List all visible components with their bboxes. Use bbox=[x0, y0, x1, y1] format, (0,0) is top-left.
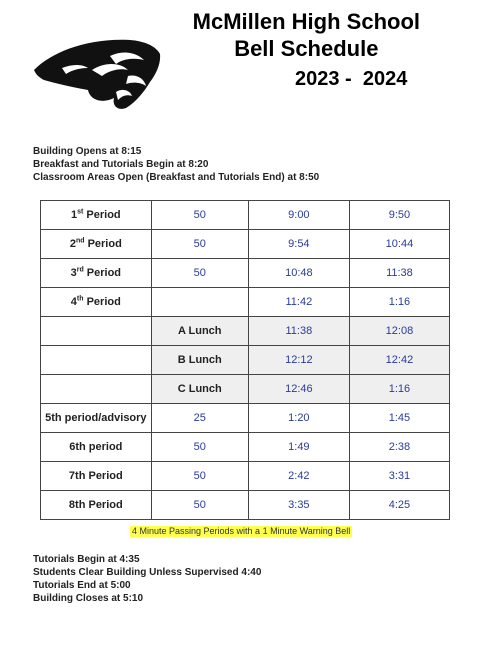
period-minutes: 50 bbox=[151, 259, 248, 288]
period-end: 1:16 bbox=[349, 288, 449, 317]
period-end: 9:50 bbox=[349, 201, 449, 230]
table-row bbox=[41, 230, 450, 259]
table-row bbox=[41, 462, 450, 491]
empty-cell bbox=[41, 375, 152, 404]
period-end: 3:31 bbox=[349, 462, 449, 491]
period-minutes: 50 bbox=[151, 462, 248, 491]
period-start: 1:49 bbox=[248, 433, 349, 462]
period-end: 4:25 bbox=[349, 491, 449, 520]
table-row bbox=[41, 346, 450, 375]
note-line: Breakfast and Tutorials Begin at 8:20 bbox=[33, 159, 209, 170]
table-row bbox=[41, 404, 450, 433]
period-name: 5th period/advisory bbox=[41, 404, 152, 433]
period-minutes bbox=[151, 288, 248, 317]
table-row bbox=[41, 201, 450, 230]
period-start: 9:00 bbox=[248, 201, 349, 230]
period-end: 11:38 bbox=[349, 259, 449, 288]
note-line: Students Clear Building Unless Supervised 4:40 bbox=[33, 567, 262, 578]
note-line: Tutorials End at 5:00 bbox=[33, 580, 131, 591]
lunch-end: 1:16 bbox=[349, 375, 449, 404]
table-row bbox=[41, 259, 450, 288]
period-end: 2:38 bbox=[349, 433, 449, 462]
period-start: 2:42 bbox=[248, 462, 349, 491]
opening-notes bbox=[33, 145, 319, 184]
table-row bbox=[41, 491, 450, 520]
note-line: Tutorials Begin at 4:35 bbox=[33, 554, 140, 565]
lunch-start: 12:12 bbox=[248, 346, 349, 375]
lunch-end: 12:08 bbox=[349, 317, 449, 346]
period-name: 3rd Period bbox=[41, 259, 152, 288]
empty-cell bbox=[41, 317, 152, 346]
table-row bbox=[41, 375, 450, 404]
lunch-name: C Lunch bbox=[151, 375, 248, 404]
period-start: 10:48 bbox=[248, 259, 349, 288]
period-name: 7th Period bbox=[41, 462, 152, 491]
period-minutes: 50 bbox=[151, 433, 248, 462]
lunch-name: A Lunch bbox=[151, 317, 248, 346]
period-start: 11:42 bbox=[248, 288, 349, 317]
period-name: 4th Period bbox=[41, 288, 152, 317]
period-minutes: 25 bbox=[151, 404, 248, 433]
empty-cell bbox=[41, 346, 152, 375]
school-name: McMillen High School bbox=[192, 9, 420, 34]
lunch-start: 12:46 bbox=[248, 375, 349, 404]
period-name: 8th Period bbox=[41, 491, 152, 520]
lunch-end: 12:42 bbox=[349, 346, 449, 375]
lunch-name: B Lunch bbox=[151, 346, 248, 375]
period-name: 6th period bbox=[41, 433, 152, 462]
school-year: 2023 - 2024 bbox=[295, 68, 408, 90]
period-minutes: 50 bbox=[151, 201, 248, 230]
period-minutes: 50 bbox=[151, 491, 248, 520]
note-line: Building Closes at 5:10 bbox=[33, 593, 144, 604]
period-end: 10:44 bbox=[349, 230, 449, 259]
period-start: 3:35 bbox=[248, 491, 349, 520]
period-name: 1st Period bbox=[41, 201, 152, 230]
table-row bbox=[41, 433, 450, 462]
schedule-title: Bell Schedule bbox=[234, 36, 379, 61]
title-block bbox=[193, 8, 420, 62]
note-line: Building Opens at 8:15 bbox=[33, 146, 142, 157]
period-name: 2nd Period bbox=[41, 230, 152, 259]
period-start: 9:54 bbox=[248, 230, 349, 259]
period-end: 1:45 bbox=[349, 404, 449, 433]
closing-notes bbox=[33, 553, 261, 605]
period-start: 1:20 bbox=[248, 404, 349, 433]
note-line: Classroom Areas Open (Breakfast and Tutorials End) at 8:50 bbox=[33, 172, 320, 183]
table-row bbox=[41, 288, 450, 317]
bell-schedule-table bbox=[40, 200, 450, 520]
lunch-start: 11:38 bbox=[248, 317, 349, 346]
passing-period-note: 4 Minute Passing Periods with a 1 Minute Warning Bell bbox=[132, 526, 351, 536]
panther-logo-icon bbox=[32, 30, 162, 112]
period-minutes: 50 bbox=[151, 230, 248, 259]
table-row bbox=[41, 317, 450, 346]
